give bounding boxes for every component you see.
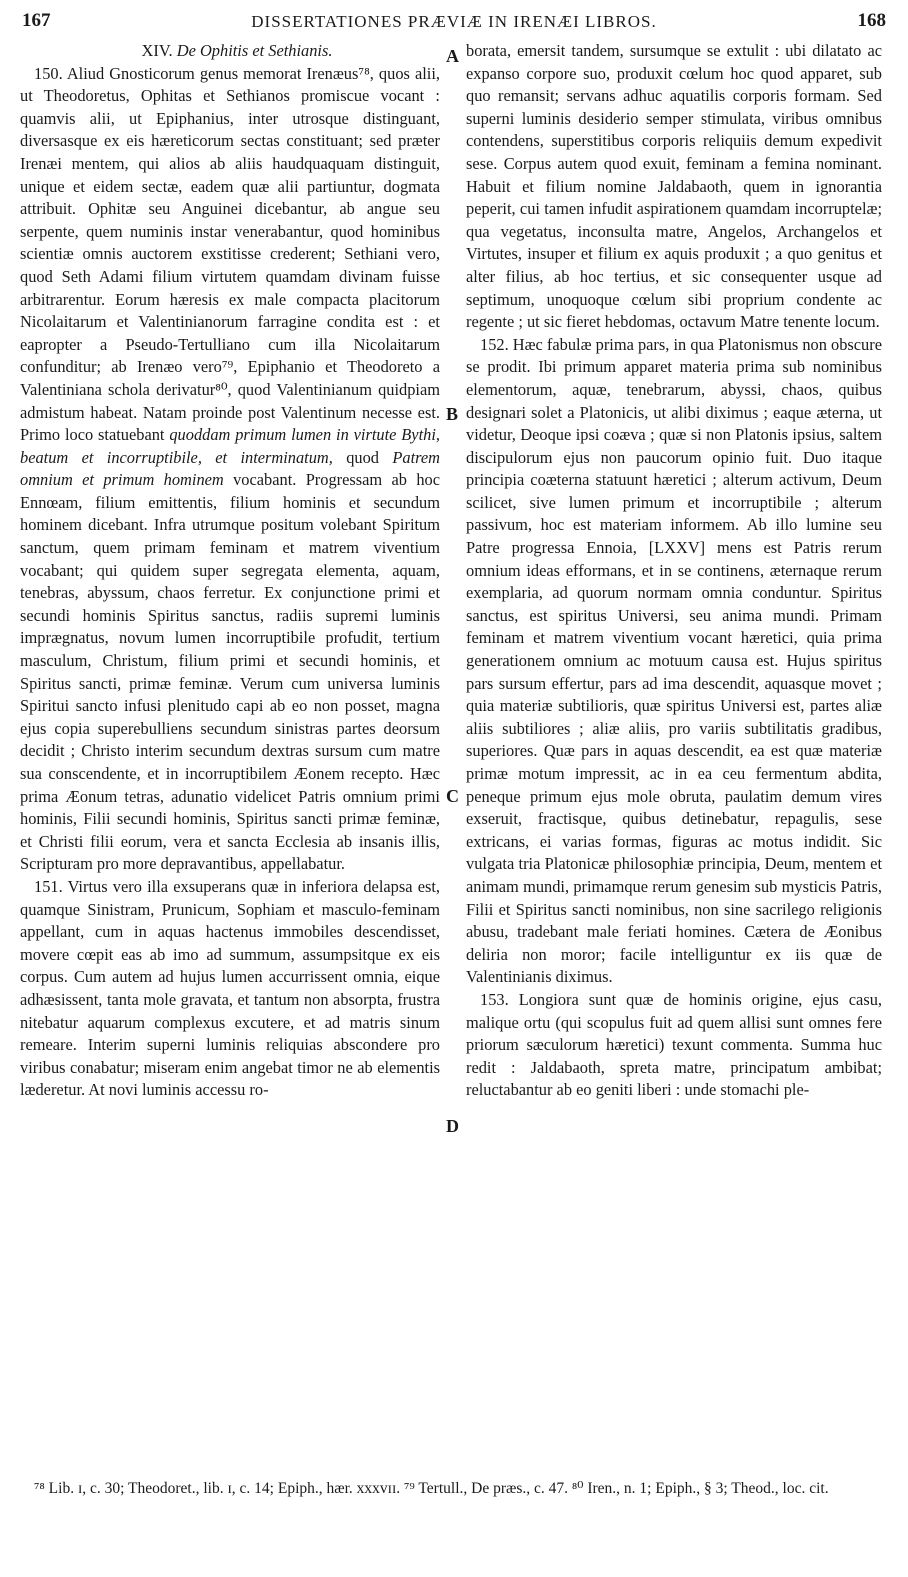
margin-letter-c: C	[446, 786, 459, 806]
right-column	[466, 40, 882, 1102]
left-column	[20, 40, 440, 1102]
margin-letter-d: D	[446, 1116, 459, 1136]
section-name: De Ophitis et Sethianis.	[176, 41, 333, 60]
paragraph-151: 151. Virtus vero illa exsuperans quæ in inferiora delapsa est, quamque Sinistram, Prunicum, Sophiam et masculo-feminam appellant, cum in aquas hactenus immobiles descendisset, movere cœpit eas ab imo ad summum, assumpsitque ex eis corpus. Cum autem ad hujus lumen accurrissent omnia, eique adhæsissent, tanta mole gravata, et tantum non absorpta, frustra nitebatur aquarum complexus excutere, et ad matris sinum remeare. Interim superni luminis reliquias abscondere pro viribus conabatur; miseram enim angebat timor ne ab elementis læderetur. At novi luminis accessu ro-	[20, 876, 440, 1100]
paragraph-152: 152. Hæc fabulæ prima pars, in qua Platonismus non obscure se prodit. Ibi primum apparet materia prima sub nominibus elementorum, aquæ, tenebrarum, abyssi, chaos, quibus designari solet a Platonicis, ut alibi diximus ; eaque æterna, ut videtur, Deoque ipsi coæva ; quæ si non Platonis ipsius, saltem discipulorum ejus non paucorum opinio fuit. Duo itaque principia coæterna statuunt hæretici ; alterum activum, Deum scilicet, sive lumen primum et incorruptibile ; alterum passivum, hoc est materiam informem. Ab illo lumine seu Patre progressa Ennoia, [LXXV] mens est Patris rerum omnium ideas efformans, et in se continens, æternaque rerum exemplaria, ad quorum normam omnia conduntur. Spiritus sanctus, est spiritus Universi, seu anima mundi. Primam feminam et matrem viventium vocant hæretici, quia prima generationem omnium ac motuum causa est. Hujus spiritus pars sursum effertur, pars ad ima descendit, aquasque movet ; quia materiæ subtilioris, quæ spiritus Universi est, partes aliæ aliis subtiliores ; aliæ aliis, pro variis subtilitatis gradibus, superiores. Quæ pars in aquas descendit, ea est quæ materiæ primæ motum impressit, ac in ea ceu fermentum abdita, peneque primum ejus mole obruta, paulatim demum vires exseruit, fractisque, quibus detinebatur, repagulis, sese extricans, ei varias formas, figuras ac motus indidit. Sic vulgata tria Platonicæ philosophiæ principia, Deum, mentem et animam mundi, primamque rerum genesim sub mysticis Patris, Filii et Spiritus sancti nominibus, non sine sacrilego religionis abusu, tradebant male feriati homines. Cætera de Æonibus deliria non moror; facile intelliguntur ex iis quæ de Valentinianis diximus.	[466, 334, 882, 987]
running-header	[22, 10, 886, 36]
paragraph-150-italic-1: quoddam primum lumen in virtute Bythi, beatum et incorruptibile, et interminatum,	[20, 425, 440, 467]
paragraph-150	[20, 63, 440, 876]
section-title	[20, 40, 440, 63]
paragraph-150-mid: quod	[332, 447, 393, 467]
running-title: DISSERTATIONES PRÆVIÆ IN IRENÆI LIBROS.	[251, 12, 657, 31]
paragraph-150-rest: vocabant. Progressam ab hoc Ennœam, filium emittentis, filium hominis et secundum hominem dicebant. Infra utrumque positum volebant Spiritum sanctum, quem primam feminam et matrem viventium vocabant; qui quidem super segregata elementa, aquam, tenebras, abyssum, chaos ferretur. Ex conjunctione primi et secundi hominis Spiritus sanctus, radiis supremi luminis imprægnatus, novum lumen incorruptibile profudit, tertium masculum, Christum, filium primi et secundi hominis, et Spiritus sancti, primæ feminæ. Verum cum universa luminis Spiritui sancto infusi plenitudo capi ab eo non posset, magna ejus copia superebulliens secundum sinistras partes deorsum decidit ; Christo interim secundum dextras sursum cum matre sua conscendente, et in incorruptibilem Æonem recepto. Hæc prima Æonum tetras, adunatio videlicet Patris omnium primi hominis, Filii secundi hominis, Spiritus sancti primæ feminæ, et Christi filii eorum, vera et sancta Ecclesia ab insanis illis, Scripturam pro more depravantibus, appellabatur.	[20, 470, 440, 874]
paragraph-151-continued: borata, emersit tandem, sursumque se extulit : ubi dilatato ac expanso corpore suo, produxit cœlum hoc quod apparet, sub quo remansit; servans adhuc aquatilis corporis formam. Sed superni luminis desiderio semper stimulata, viribus omnibus contendens, superstitibus corporis reliquiis demum expedivit sese. Corpus autem quod exuit, feminam a femina nominant. Habuit et filium nomine Jaldabaoth, quem in ignorantia peperit, cui tamen infudit aspirationem quamdam incorruptelæ; qua vegetatus, inconsulta matre, Angelos, Archangelos et Virtutes, insuper et filium ex aquis produxit ; a quo genitus et alter filius, ab hoc tertius, et sic consequenter usque ad septimum, unoquoque cœlum sibi proprium condente ac regente ; ut sic fieret hebdomas, octavum Matre tenente locum.	[466, 41, 882, 332]
page-number-left: 167	[22, 10, 51, 31]
footnotes	[20, 1478, 882, 1500]
page-number-right: 168	[857, 10, 886, 31]
paragraph-153: 153. Longiora sunt quæ de hominis origine, ejus casu, malique ortu (qui scopulus fuit ad quem allisi sunt omnes fere priorum sæculorum hæretici) texunt commenta. Summa huc redit : Jaldabaoth, spreta matre, principatum ambibat; reluctabantur ab eo geniti liberi : unde stomachi ple-	[466, 989, 882, 1100]
footnote-text: ⁷⁸ Lib. ɪ, c. 30; Theodoret., lib. ɪ, c. 14; Epiph., hær. xxxvɪɪ. ⁷⁹ Tertull., De præs., c. 47. ⁸⁰ Iren., n. 1; Epiph., § 3; Theod., loc. cit.	[34, 1480, 829, 1497]
section-number: XIV.	[141, 41, 173, 60]
paragraph-150-italic-2: Patrem omnium et primum hominem	[20, 447, 441, 490]
margin-letter-a: A	[446, 46, 459, 66]
margin-letter-b: B	[446, 404, 459, 424]
paragraph-150-text: 150. Aliud Gnosticorum genus memorat Irenæus⁷⁸, quos alii, ut Theodoretus, Ophitas et Sethianos promiscue vocant : quamvis alii, ut Epiphanius, inter utrosque distinguant, diversasque ex eis hæreticorum sectas constituant; sed præter Irenæi mentem, qui alios ab aliis haudquaquam distinguit, unique et eidem sectæ, eadem quæ alii partiuntur, dogmata attribuit. Ophitæ seu Anguinei dicebantur, ab angue seu serpente, quem numinis instar venerabantur, quod hominibus scientiæ omnis auctorem exstitisse crederent; Sethiani vero, quod Seth Adami filium virtutem quamdam divinam fuisse arbitrarentur. Eorum hæresis ex male compacta placitorum Nicolaitarum et Valentinianorum farragine condita est : et eapropter a Pseudo-Tertulliano cum illa Nicolaitarum confunditur; ab Irenæo vero⁷⁹, Epiphanio et Theodoreto a Valentiniana schola derivatur⁸⁰, quod Valentinianum quidpiam admistum habeat. Natam proinde post Valentinum necesse est. Primo loco statuebant	[20, 63, 440, 445]
